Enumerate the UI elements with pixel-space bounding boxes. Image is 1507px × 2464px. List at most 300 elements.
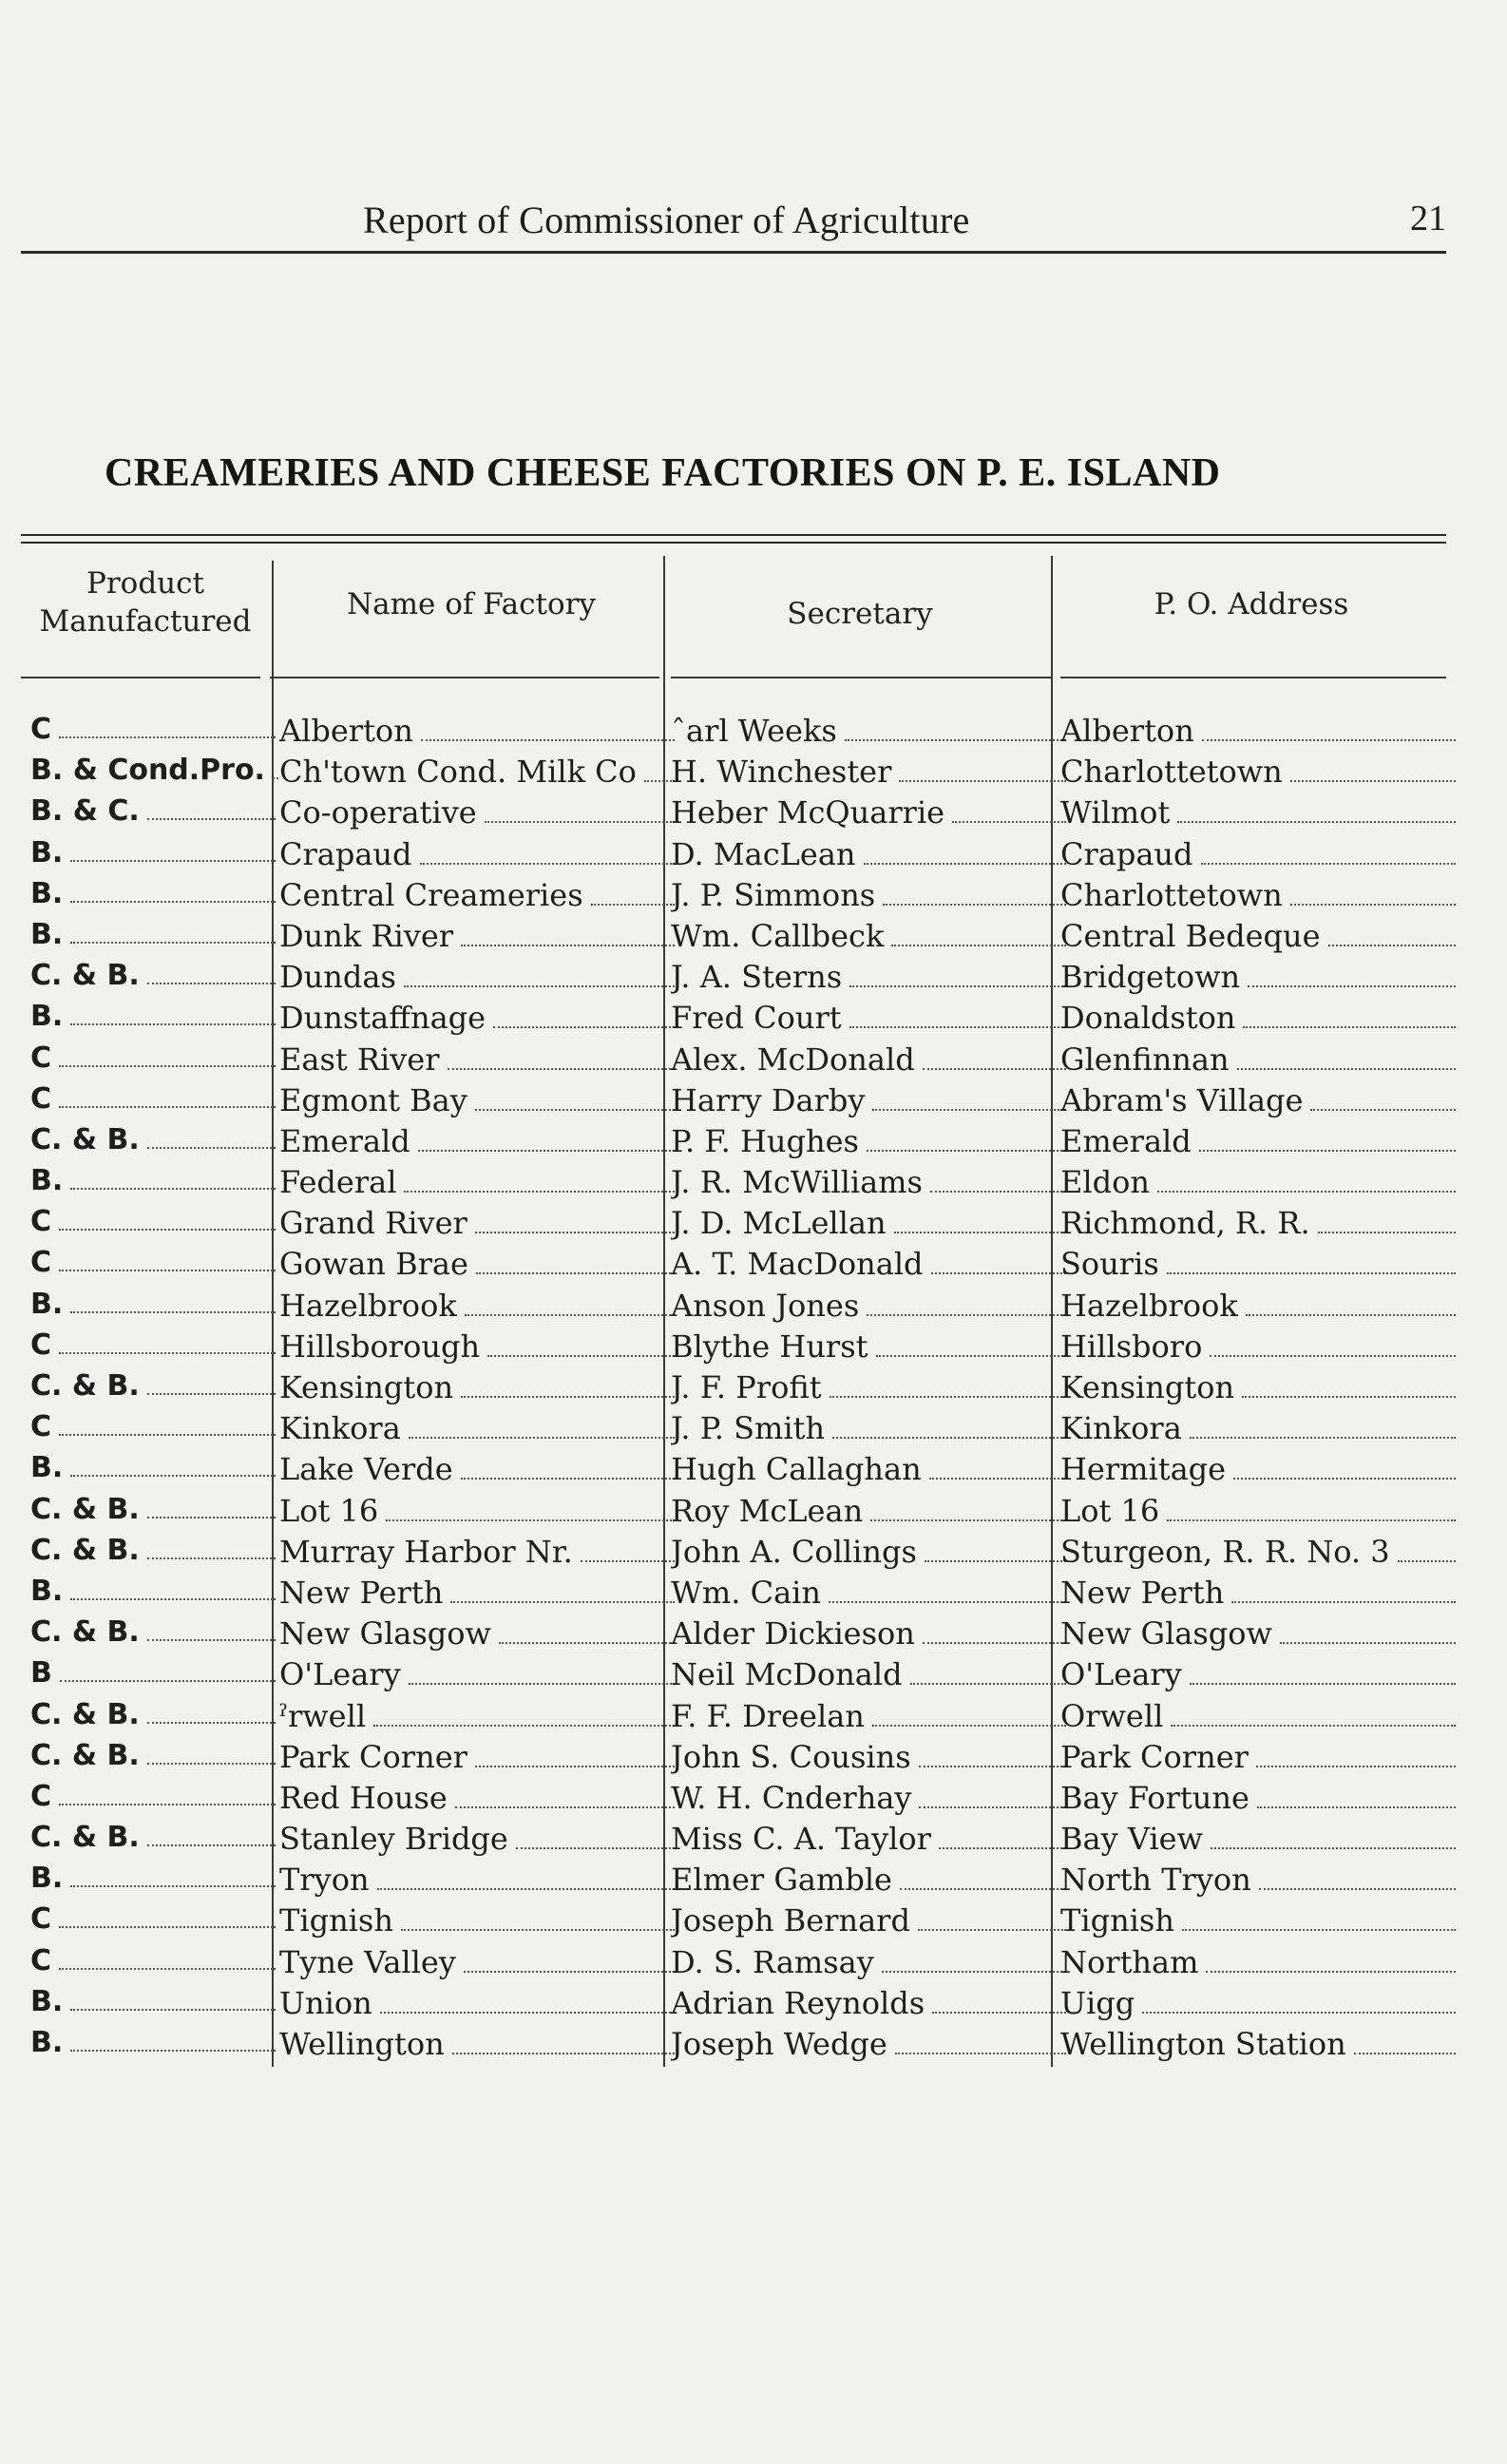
product-cell xyxy=(30,1698,279,1739)
product-text: C xyxy=(30,1328,52,1362)
product-text: C. & B. xyxy=(30,1492,140,1526)
address-text: Park Corner xyxy=(1060,1738,1249,1775)
table-row xyxy=(21,1082,1446,1123)
dot-leader xyxy=(516,1847,675,1849)
factory-cell xyxy=(279,959,678,1000)
product-text: B. xyxy=(30,1164,64,1198)
title-rule-top xyxy=(21,534,1446,536)
secretary-cell xyxy=(671,794,1070,835)
address-cell xyxy=(1060,1493,1459,1534)
address-text: Kensington xyxy=(1060,1369,1235,1405)
table-row xyxy=(21,1000,1446,1041)
product-cell xyxy=(30,1944,279,1985)
factory-cell xyxy=(279,754,678,794)
table-row xyxy=(21,1615,1446,1656)
dot-leader xyxy=(1280,1642,1456,1644)
factory-cell xyxy=(279,1205,678,1246)
dot-leader xyxy=(147,1393,276,1395)
dot-leader xyxy=(1310,1109,1456,1111)
dot-leader xyxy=(1233,1478,1456,1480)
dot-leader xyxy=(1290,904,1456,906)
product-cell xyxy=(30,1656,279,1697)
factory-cell xyxy=(279,1862,678,1902)
address-text: Uigg xyxy=(1060,1984,1135,2021)
factory-text: Co-operative xyxy=(279,794,477,831)
dot-leader xyxy=(70,1598,276,1600)
product-text: B. xyxy=(30,835,64,869)
dot-leader xyxy=(1190,1437,1456,1439)
product-cell xyxy=(30,1288,279,1328)
factory-text: Lot 16 xyxy=(279,1492,379,1529)
secretary-cell xyxy=(671,877,1070,918)
product-cell xyxy=(30,1534,279,1575)
dot-leader xyxy=(1167,1519,1456,1521)
secretary-text: ˆarl Weeks xyxy=(671,713,837,749)
dot-leader xyxy=(591,904,675,906)
address-text: Orwell xyxy=(1060,1697,1164,1734)
dot-leader xyxy=(1211,1847,1456,1849)
dot-leader xyxy=(147,1722,276,1724)
factory-text: Dunstaffnage xyxy=(279,1000,486,1037)
dot-leader xyxy=(923,1642,1066,1644)
table-row xyxy=(21,1985,1446,2026)
product-text: B. xyxy=(30,1862,64,1896)
secretary-cell xyxy=(671,1780,1070,1821)
dot-leader xyxy=(59,736,276,738)
dot-leader xyxy=(450,1601,675,1603)
table-row xyxy=(21,794,1446,835)
dot-leader xyxy=(918,1929,1066,1931)
secretary-cell xyxy=(671,713,1070,754)
address-text: Charlottetown xyxy=(1060,876,1283,913)
dot-leader xyxy=(409,1437,675,1439)
product-cell xyxy=(30,1780,279,1821)
secretary-text: Fred Court xyxy=(671,1000,842,1037)
product-cell xyxy=(30,754,279,794)
secretary-cell xyxy=(671,1739,1070,1780)
address-text: New Glasgow xyxy=(1060,1615,1272,1652)
product-cell xyxy=(30,1985,279,2026)
dot-leader xyxy=(418,1150,675,1152)
product-text: C. & B. xyxy=(30,1738,140,1772)
secretary-text: W. H. Cnderhay xyxy=(671,1779,912,1816)
product-text: C xyxy=(30,713,52,746)
factory-text: Grand River xyxy=(279,1205,467,1242)
dot-leader xyxy=(899,780,1066,782)
secretary-text: J. P. Simmons xyxy=(671,876,876,913)
factory-cell xyxy=(279,2026,678,2067)
address-cell xyxy=(1060,1000,1459,1041)
secretary-text: Wm. Cain xyxy=(671,1574,821,1611)
secretary-cell xyxy=(671,2026,1070,2067)
dot-leader xyxy=(1354,2053,1456,2054)
factory-text: Tryon xyxy=(279,1862,370,1899)
address-text: Alberton xyxy=(1060,713,1194,749)
dot-leader xyxy=(448,1068,675,1070)
address-cell xyxy=(1060,877,1459,918)
dot-leader xyxy=(377,1888,675,1890)
dot-leader xyxy=(70,1885,276,1887)
secretary-cell xyxy=(671,1985,1070,2026)
header-underline-product xyxy=(21,677,260,678)
factory-text: Kensington xyxy=(279,1369,454,1405)
table-row xyxy=(21,1739,1446,1780)
address-text: North Tryon xyxy=(1060,1862,1251,1899)
product-text: C xyxy=(30,1410,52,1444)
dot-leader xyxy=(59,1926,276,1928)
table-row xyxy=(21,1575,1446,1615)
product-text: C xyxy=(30,1041,52,1075)
table-row xyxy=(21,918,1446,959)
dot-leader xyxy=(930,1191,1066,1193)
header-underline-address xyxy=(1060,677,1446,678)
secretary-cell xyxy=(671,1656,1070,1697)
factory-cell xyxy=(279,1246,678,1287)
product-text: B. xyxy=(30,1287,64,1321)
header-rule xyxy=(21,251,1446,254)
secretary-text: J. A. Sterns xyxy=(671,959,843,996)
dot-leader xyxy=(461,1478,675,1480)
dot-leader xyxy=(147,1517,276,1519)
dot-leader xyxy=(59,1106,276,1108)
address-cell xyxy=(1060,1615,1459,1656)
dot-leader xyxy=(919,1766,1066,1767)
product-text: B. & Cond.Pro. xyxy=(30,754,265,788)
dot-leader xyxy=(485,821,675,823)
address-cell xyxy=(1060,1985,1459,2026)
running-title: Report of Commissioner of Agriculture xyxy=(363,199,970,241)
factory-text: Egmont Bay xyxy=(279,1081,467,1118)
dot-leader xyxy=(404,1191,675,1193)
factory-cell xyxy=(279,794,678,835)
dot-leader xyxy=(70,860,276,862)
product-cell xyxy=(30,959,279,1000)
address-text: Lot 16 xyxy=(1060,1492,1160,1529)
secretary-text: Adrian Reynolds xyxy=(671,1984,925,2021)
table-row xyxy=(21,1821,1446,1862)
secretary-text: F. F. Dreelan xyxy=(671,1697,865,1734)
secretary-text: Miss C. A. Taylor xyxy=(671,1821,931,1858)
factory-text: Red House xyxy=(279,1779,448,1816)
dot-leader xyxy=(475,1109,675,1111)
dot-leader xyxy=(952,821,1066,823)
address-text: Tignish xyxy=(1060,1902,1174,1939)
address-text: Wilmot xyxy=(1060,794,1171,831)
product-cell xyxy=(30,1902,279,1943)
dot-leader xyxy=(59,1065,276,1067)
factory-cell xyxy=(279,1369,678,1410)
factory-text: Central Creameries xyxy=(279,876,583,913)
product-cell xyxy=(30,1451,279,1492)
product-cell xyxy=(30,1862,279,1902)
dot-leader xyxy=(1231,1601,1456,1603)
secretary-cell xyxy=(671,1575,1070,1615)
table-row xyxy=(21,1698,1446,1739)
factory-text: New Perth xyxy=(279,1574,444,1611)
table-row xyxy=(21,1288,1446,1328)
factory-text: Dundas xyxy=(279,959,396,996)
dot-leader xyxy=(59,1434,276,1436)
product-text: B. & C. xyxy=(30,794,140,829)
address-text: Crapaud xyxy=(1060,835,1193,872)
address-text: Hermitage xyxy=(1060,1451,1227,1488)
dot-leader xyxy=(70,1188,276,1190)
product-text: C xyxy=(30,1081,52,1116)
product-text: B. xyxy=(30,2026,64,2059)
factory-text: Kinkora xyxy=(279,1410,401,1447)
product-text: C xyxy=(30,1902,52,1937)
table-row xyxy=(21,1862,1446,1902)
secretary-cell xyxy=(671,1164,1070,1205)
factory-cell xyxy=(279,1656,678,1697)
table-row xyxy=(21,1205,1446,1246)
secretary-text: Anson Jones xyxy=(671,1287,860,1324)
dot-leader xyxy=(464,1971,675,1973)
factory-cell xyxy=(279,1985,678,2026)
dot-leader xyxy=(872,1725,1066,1727)
secretary-cell xyxy=(671,1410,1070,1451)
secretary-cell xyxy=(671,836,1070,877)
address-cell xyxy=(1060,1328,1459,1369)
factory-text: Murray Harbor Nr. xyxy=(279,1533,573,1570)
dot-leader xyxy=(867,1150,1066,1152)
address-cell xyxy=(1060,1902,1459,1943)
secretary-text: Heber McQuarrie xyxy=(671,794,945,831)
dot-leader xyxy=(147,1147,276,1149)
dot-leader xyxy=(581,1560,675,1562)
table-row xyxy=(21,2026,1446,2067)
product-text: C. & B. xyxy=(30,1615,140,1650)
product-cell xyxy=(30,918,279,959)
dot-leader xyxy=(59,1804,276,1805)
secretary-cell xyxy=(671,1246,1070,1287)
secretary-text: Wm. Callbeck xyxy=(671,917,885,954)
dot-leader xyxy=(1256,1766,1456,1767)
secretary-cell xyxy=(671,1000,1070,1041)
dot-leader xyxy=(1177,821,1456,823)
dot-leader xyxy=(1237,1068,1456,1070)
table-row xyxy=(21,1123,1446,1164)
address-text: New Perth xyxy=(1060,1574,1225,1611)
dot-leader xyxy=(70,942,276,944)
factory-cell xyxy=(279,1288,678,1328)
address-text: Souris xyxy=(1060,1246,1159,1283)
product-text: C xyxy=(30,1779,52,1813)
address-cell xyxy=(1060,1246,1459,1287)
page-number: 21 xyxy=(1410,199,1446,239)
address-text: Emerald xyxy=(1060,1122,1192,1159)
dot-leader xyxy=(830,1396,1066,1398)
factory-cell xyxy=(279,836,678,877)
table-row xyxy=(21,1780,1446,1821)
dot-leader xyxy=(421,739,675,741)
dot-leader xyxy=(147,1557,276,1559)
factory-text: Ch'town Cond. Milk Co xyxy=(279,754,637,791)
dot-leader xyxy=(1182,1929,1456,1931)
dot-leader xyxy=(876,1355,1067,1357)
secretary-text: J. F. Profit xyxy=(671,1369,822,1405)
secretary-cell xyxy=(671,1205,1070,1246)
dot-leader xyxy=(409,1683,675,1685)
product-text: B. xyxy=(30,876,64,910)
factory-text: Hillsborough xyxy=(279,1328,481,1365)
address-text: Richmond, R. R. xyxy=(1060,1205,1310,1242)
factory-cell xyxy=(279,1821,678,1862)
dot-leader xyxy=(59,1229,276,1231)
dot-leader xyxy=(882,1971,1066,1973)
table-row xyxy=(21,1944,1446,1985)
factory-cell xyxy=(279,1410,678,1451)
table-row xyxy=(21,1534,1446,1575)
address-cell xyxy=(1060,1082,1459,1123)
factory-cell xyxy=(279,1739,678,1780)
secretary-text: J. R. McWilliams xyxy=(671,1164,923,1201)
dot-leader xyxy=(59,1270,276,1271)
dot-leader xyxy=(1210,1355,1456,1357)
secretary-text: H. Winchester xyxy=(671,754,892,791)
dot-leader xyxy=(923,1068,1066,1070)
address-cell xyxy=(1060,713,1459,754)
secretary-cell xyxy=(671,1534,1070,1575)
secretary-text: Roy McLean xyxy=(671,1492,864,1529)
address-cell xyxy=(1060,1821,1459,1862)
factory-text: Tyne Valley xyxy=(279,1943,456,1980)
address-cell xyxy=(1060,794,1459,835)
dot-leader xyxy=(147,1763,276,1765)
address-cell xyxy=(1060,2026,1459,2067)
title-rule-bottom xyxy=(21,542,1446,544)
dot-leader xyxy=(59,1352,276,1354)
dot-leader xyxy=(1257,1806,1456,1808)
dot-leader xyxy=(461,945,675,946)
table-row xyxy=(21,1493,1446,1534)
dot-leader xyxy=(900,1888,1066,1890)
dot-leader xyxy=(70,1023,276,1025)
address-text: Bay View xyxy=(1060,1821,1203,1858)
dot-leader xyxy=(273,777,279,779)
dot-leader xyxy=(461,1396,675,1398)
dot-leader xyxy=(891,945,1066,946)
product-cell xyxy=(30,1164,279,1205)
product-cell xyxy=(30,1575,279,1615)
dot-leader xyxy=(1142,2012,1456,2014)
product-cell xyxy=(30,1123,279,1164)
secretary-text: Neil McDonald xyxy=(671,1656,903,1693)
column-header-factory: Name of Factory xyxy=(347,587,596,621)
product-cell xyxy=(30,1739,279,1780)
secretary-text: Hugh Callaghan xyxy=(671,1451,922,1488)
address-text: Bay Fortune xyxy=(1060,1779,1249,1816)
dot-leader xyxy=(1328,945,1456,946)
dot-leader xyxy=(465,1314,675,1316)
dot-leader xyxy=(1199,1150,1456,1152)
dot-leader xyxy=(70,1475,276,1477)
product-cell xyxy=(30,877,279,918)
factory-text: Park Corner xyxy=(279,1738,467,1775)
product-cell xyxy=(30,2026,279,2067)
secretary-text: P. F. Hughes xyxy=(671,1122,859,1159)
address-cell xyxy=(1060,1656,1459,1697)
product-text: C. & B. xyxy=(30,1369,140,1403)
dot-leader xyxy=(1318,1232,1456,1233)
address-cell xyxy=(1060,918,1459,959)
secretary-text: J. P. Smith xyxy=(671,1410,826,1447)
secretary-cell xyxy=(671,1288,1070,1328)
secretary-text: A. T. MacDonald xyxy=(671,1246,924,1283)
secretary-text: Joseph Bernard xyxy=(671,1902,910,1939)
address-text: Hazelbrook xyxy=(1060,1287,1238,1324)
product-cell xyxy=(30,713,279,754)
address-cell xyxy=(1060,1041,1459,1082)
dot-leader xyxy=(1157,1191,1456,1193)
address-cell xyxy=(1060,1780,1459,1821)
dot-leader xyxy=(147,983,276,984)
factory-cell xyxy=(279,1328,678,1369)
dot-leader xyxy=(939,1847,1066,1849)
table-row xyxy=(21,713,1446,754)
table-row xyxy=(21,754,1446,794)
secretary-text: John A. Collings xyxy=(671,1533,917,1570)
secretary-cell xyxy=(671,1041,1070,1082)
factory-cell xyxy=(279,1451,678,1492)
secretary-text: John S. Cousins xyxy=(671,1738,911,1775)
address-cell xyxy=(1060,1534,1459,1575)
table-row xyxy=(21,1369,1446,1410)
dot-leader xyxy=(1290,780,1456,782)
address-text: Donaldston xyxy=(1060,1000,1236,1037)
factory-table-body xyxy=(21,713,1446,2067)
address-text: Wellington Station xyxy=(1060,2026,1346,2062)
secretary-text: D. MacLean xyxy=(671,835,856,872)
product-text: C xyxy=(30,1943,52,1977)
table-title: CREAMERIES AND CHEESE FACTORIES ON P. E. ISLAND xyxy=(105,451,1221,495)
secretary-cell xyxy=(671,1698,1070,1739)
secretary-text: Harry Darby xyxy=(671,1081,866,1118)
address-cell xyxy=(1060,1739,1459,1780)
secretary-text: Joseph Wedge xyxy=(671,2026,887,2062)
factory-cell xyxy=(279,1615,678,1656)
dot-leader xyxy=(60,1680,276,1682)
factory-cell xyxy=(279,1000,678,1041)
address-text: Abram's Village xyxy=(1060,1081,1304,1118)
table-row xyxy=(21,1656,1446,1697)
product-cell xyxy=(30,1082,279,1123)
dot-leader xyxy=(845,739,1066,741)
factory-text: O'Leary xyxy=(279,1656,401,1693)
dot-leader xyxy=(919,1806,1066,1808)
dot-leader xyxy=(475,1766,675,1767)
table-row xyxy=(21,1451,1446,1492)
product-cell xyxy=(30,1615,279,1656)
product-text: C. & B. xyxy=(30,1697,140,1731)
dot-leader xyxy=(849,985,1066,987)
factory-text: Tignish xyxy=(279,1902,393,1939)
product-cell xyxy=(30,1041,279,1082)
column-header-product-line1: Product xyxy=(86,566,204,601)
product-cell xyxy=(30,1369,279,1410)
dot-leader xyxy=(1202,739,1456,741)
dot-leader xyxy=(929,1478,1066,1480)
dot-leader xyxy=(147,818,276,820)
dot-leader xyxy=(1242,1396,1456,1398)
dot-leader xyxy=(487,1355,675,1357)
address-text: O'Leary xyxy=(1060,1656,1182,1693)
dot-leader xyxy=(1206,1971,1456,1973)
address-cell xyxy=(1060,836,1459,877)
dot-leader xyxy=(380,2012,675,2014)
dot-leader xyxy=(147,1844,276,1846)
secretary-cell xyxy=(671,918,1070,959)
